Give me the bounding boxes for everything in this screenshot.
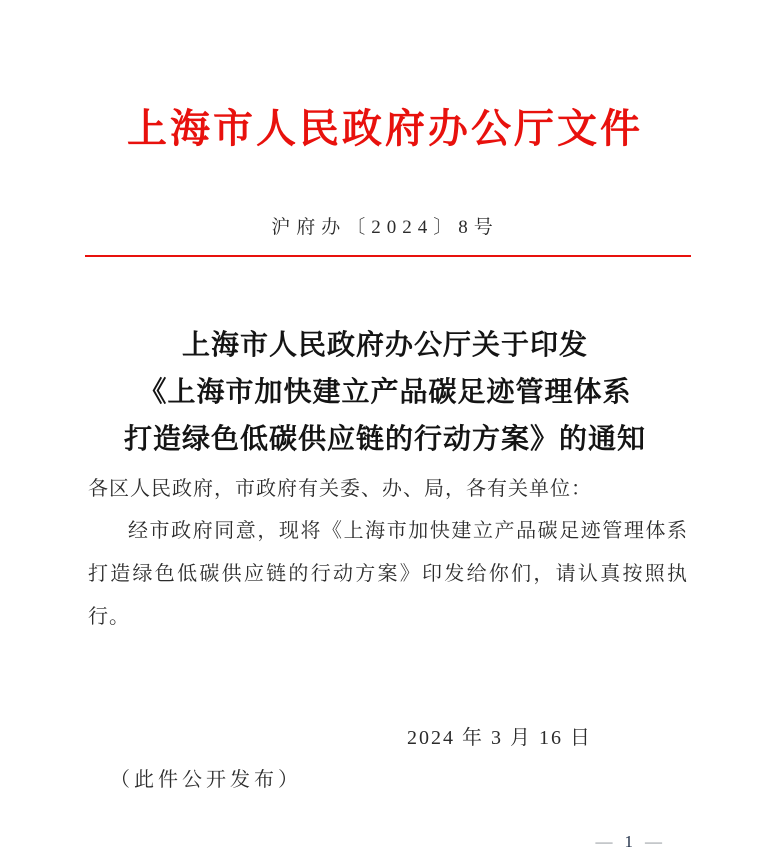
issue-date: 2024 年 3 月 16 日 bbox=[407, 727, 592, 749]
notice-title-line-1: 上海市人民政府办公厅关于印发 bbox=[181, 330, 588, 361]
body-paragraph: 经市政府同意，现将《上海市加快建立产品碳足迹管理体系打造绿色低碳供应链的行动方案》印发给你们，请认真按照执行。 bbox=[88, 520, 688, 628]
page-number bbox=[596, 832, 663, 852]
page-number-value: 1 bbox=[624, 832, 633, 851]
red-header-title: 上海市人民政府办公厅文件 bbox=[127, 106, 643, 151]
doc-number: 沪府办〔2024〕8号 bbox=[271, 217, 499, 238]
page-number-dash-right: — bbox=[645, 832, 662, 851]
publish-note: （此件公开发布） bbox=[110, 769, 302, 791]
notice-title-line-3: 打造绿色低碳供应链的行动方案》的通知 bbox=[123, 424, 646, 455]
page-number-dash-left: — bbox=[595, 832, 613, 851]
notice-title-line-2: 《上海市加快建立产品碳足迹管理体系 bbox=[138, 377, 632, 408]
notice-title bbox=[0, 322, 770, 463]
red-divider-line bbox=[85, 255, 691, 257]
salutation: 各区人民政府，市政府有关委、办、局，各有关单位： bbox=[88, 478, 592, 500]
